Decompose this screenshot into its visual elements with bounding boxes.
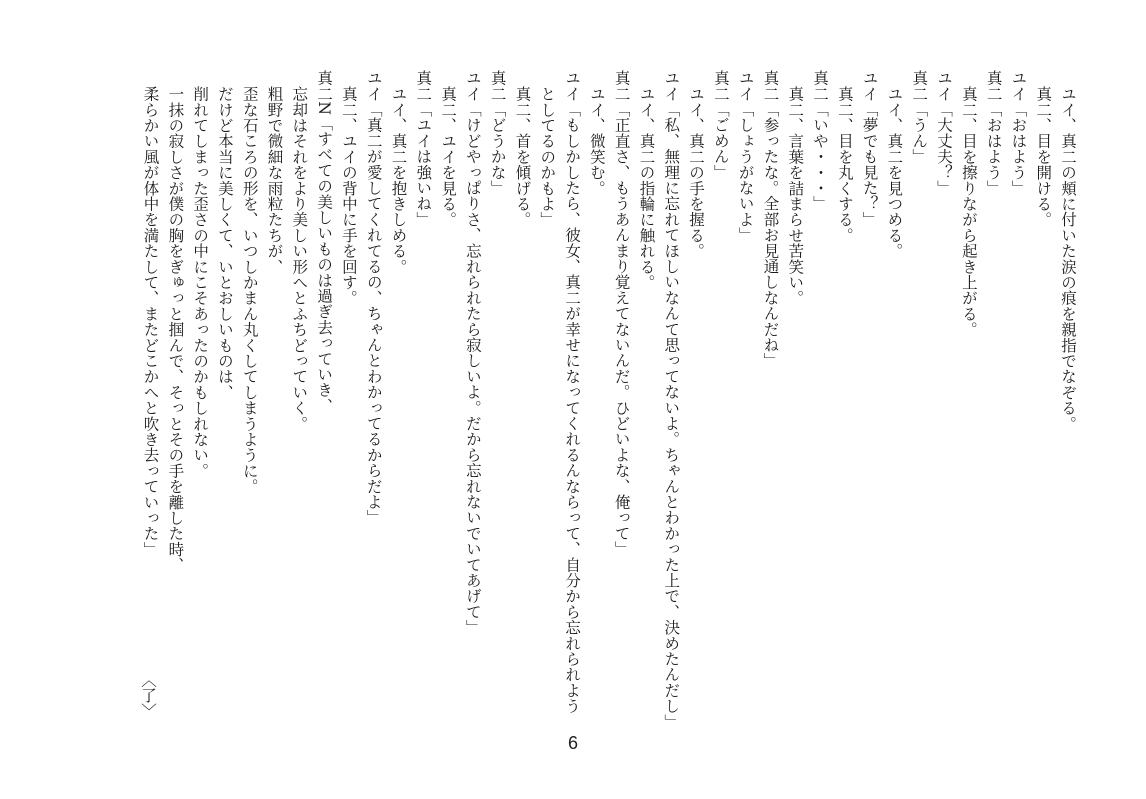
narration-line: 忘却はそれをより美しい形へとふちどっていく。 (290, 85, 309, 431)
dialogue-line: 真二「参ったな。全部お見通しなんだね」 (761, 70, 780, 369)
stage-direction: 真二、ユイを見る。 (439, 85, 458, 227)
stage-direction: 真二、目を擦りながら起き上がる。 (959, 85, 978, 337)
dialogue-line: ユイ「大丈夫？」 (935, 70, 954, 196)
stage-direction: ユイ、真二の頬に付いた涙の痕を親指でなぞる。 (1059, 85, 1077, 431)
dialogue-line: 真二「ごめん」 (711, 70, 730, 180)
narration-line: 削れてしまった歪さの中にこそあったのかもしれない。 (191, 85, 210, 478)
stage-direction: ユイ、真二の手を握る。 (687, 85, 706, 259)
stage-direction: 真二、ユイの背中に手を回す。 (339, 85, 358, 306)
dialogue-line: ユイ「真二が愛してくれてるの、ちゃんとわかってるからだよ」 (364, 70, 383, 526)
stage-direction: 真二、目を丸くする。 (835, 85, 854, 243)
dialogue-line: ユイ「けどやっぱりさ、忘れられたら寂しいよ。だから忘れないでいてあげて」 (463, 70, 482, 636)
stage-direction: 真二、言葉を詰まらせ苦笑い。 (786, 85, 805, 306)
dialogue-continuation: としてるのかもよ」 (538, 85, 557, 227)
dialogue-line: 真二「どうかな」 (488, 70, 507, 196)
dialogue-line: 真二「うん」 (910, 70, 929, 165)
narration-line: だけど本当に美しくて、いとおしいものは、 (215, 85, 234, 400)
dialogue-line: ユイ「私、無理に忘れてほしいなんて思ってないよ。ちゃんとわかった上で、決めたんだし」 (662, 70, 681, 730)
dialogue-line: 真二「いや・・・」 (811, 70, 830, 212)
narration-line: 一抹の寂しさが僕の胸をぎゅっと掴んで、そっとその手を離した時、 (166, 85, 185, 573)
narration-line: 真二N「すべての美しいものは過ぎ去っていき、 (315, 70, 334, 414)
end-mark: 〈了〉 (139, 672, 157, 719)
dialogue-line: 真二「ユイは強いね」 (414, 70, 433, 227)
narration-line: 粗野で微細な雨粒たちが、 (265, 85, 284, 274)
stage-direction: ユイ、真二の指輪に触れる。 (637, 85, 656, 290)
dialogue-line: ユイ「おはよう」 (1009, 70, 1028, 196)
narration-line: 柔らかい風が体中を満たして、またどこかへと吹き去っていった」 (141, 85, 160, 557)
script-body (80, 70, 1080, 730)
dialogue-line: ユイ「もしかしたら、彼女、真二が幸せになってくれるんならって、自分から忘れられよう (563, 70, 582, 714)
page-number: 6 (567, 733, 578, 753)
stage-direction: ユイ、真二を見つめる。 (885, 85, 904, 259)
stage-direction: ユイ、真二を抱きしめる。 (389, 85, 408, 274)
dialogue-line: ユイ「しょうがないよ」 (736, 70, 755, 243)
stage-direction: 真二、目を開ける。 (1034, 85, 1053, 227)
dialogue-line: 真二「おはよう」 (984, 70, 1003, 196)
dialogue-line: ユイ「夢でも見た？」 (860, 70, 879, 227)
stage-direction: 真二、首を傾げる。 (513, 85, 532, 227)
narration-line: 歪な石ころの形を、いつしかまん丸くしてしまうように。 (240, 85, 259, 494)
dialogue-line: 真二「正直さ、もうあんまり覚えてないんだ。ひどいよな、俺って」 (612, 70, 631, 557)
stage-direction: ユイ、微笑む。 (587, 85, 606, 196)
